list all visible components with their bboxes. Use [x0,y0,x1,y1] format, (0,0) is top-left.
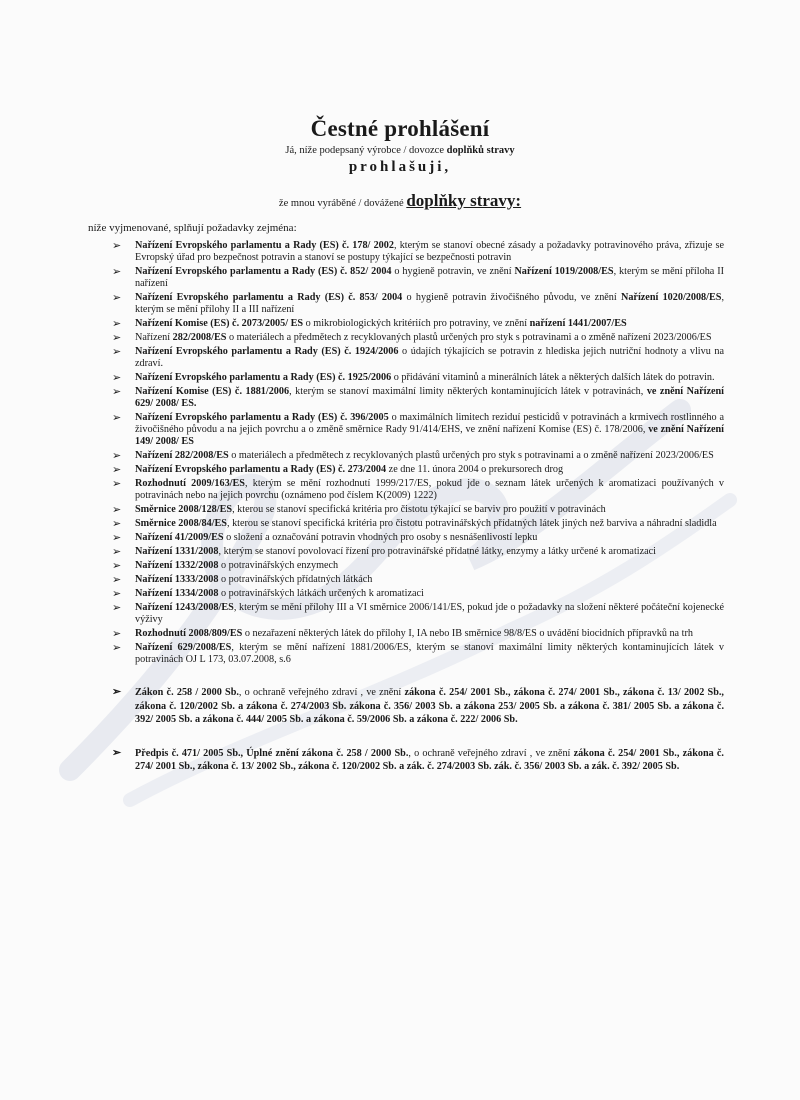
item-text: o maximálních limitech reziduí pesticidů v potravinách a krmivech rostlinného a živočišného původu a na jejich povrchu a o změně směrnice Rady 91/414/EHS, ve znění nařízení Komise (ES) č. 178/2006, [135,412,724,435]
item-text-bold: 282/2008/ES [172,332,227,343]
arrowhead-bullet-icon: ➢ [112,450,122,462]
item-text-bold: zákona č. 254/ 2001 Sb., zákona č. 274/ 2001 Sb., zákona č. 13/ 2002 Sb., zákona č. 120/2002 Sb. a zákona č. 274/2003 Sb. zákona č. 356/ 2003 Sb. a zákona 253/ 2005 Sb. a zákona č. 381/ 2005 Sb. a zákona č. 392/ 2005 Sb. a zákona č. 444/ 2005 Sb. a zákona č. 59/2006 Sb. a zákona č. 222/ 2006 Sb. [135,687,724,725]
item-text-bold: Nařízení Evropského parlamentu a Rady (ES) č. 1925/2006 [135,372,392,383]
intro-text: níže vyjmenované, splňují požadavky zejména: [88,222,297,234]
item-text-bold: Nařízení Evropského parlamentu a Rady (ES) č. 1924/2006 [135,346,399,357]
regulation-item [112,292,724,316]
item-text: , kterým se mění rozhodnutí 1999/217/ES, pokud jde o seznam látek určených k aromatizaci používaných v potravinách nebo na jejich povrchu (oznámeno pod číslem K(2009) 1222) [135,478,724,501]
subtitle-text: Já, níže podepsaný výrobce / dovozce [285,145,447,156]
arrowhead-bullet-icon: ➢ [112,686,122,698]
arrowhead-bullet-icon: ➢ [112,318,122,330]
item-text: o hygieně potravin živočišného původu, ve znění [402,292,621,303]
item-text: , kterou se stanoví specifická kritéria pro čistotu potravinářských přídatných látek jiných než barviva a náhradní sladidla [226,518,717,529]
arrowhead-bullet-icon: ➢ [112,574,122,586]
product-line-emphasis: doplňky stravy: [406,191,522,210]
item-text-bold: Nařízení Evropského parlamentu a Rady (ES) č. 273/2004 [135,464,387,475]
item-text: o materiálech a předmětech z recyklovaných plastů určených pro styk s potravinami a o změně nařízení 2023/2006/ES [226,332,712,343]
item-text: , o ochraně veřejného zdraví , ve znění [408,747,574,759]
item-text: o materiálech a předmětech z recyklovaných plastů určených pro styk s potravinami a o změně nařízení 2023/2006/ES [228,450,714,461]
item-text-bold: Předpis č. 471/ 2005 Sb., Úplné znění zákona č. 258 / 2000 Sb. [135,747,409,759]
item-text: o přidávání vitaminů a minerálních látek a některých dalších látek do potravin. [391,372,715,383]
regulation-item [112,518,724,530]
law-item [112,686,724,727]
arrowhead-bullet-icon: ➢ [112,628,122,640]
item-text: o potravinářských látkách určených k aromatizaci [218,588,424,599]
item-text-bold: Nařízení 1020/2008/ES [620,292,722,303]
arrowhead-bullet-icon: ➢ [112,504,122,516]
item-text: , kterým se mění přílohy II a III nařízení [135,292,724,315]
item-text: o složení a označování potravin vhodných pro osoby s nesnášenlivostí lepku [223,532,538,543]
arrowhead-bullet-icon: ➢ [112,332,122,344]
arrowhead-bullet-icon: ➢ [112,518,122,530]
item-text: , kterým se stanoví obecné zásady a požadavky potravinového práva, zřizuje se Evropský úřad pro bezpečnost potravin a stanoví se postupy týkající se bezpečnosti potravin [135,240,724,263]
arrowhead-bullet-icon: ➢ [112,464,122,476]
arrowhead-bullet-icon: ➢ [112,532,122,544]
declaration-word: prohlašuji, [348,159,452,175]
regulation-item [112,478,724,502]
laws-list [112,686,724,776]
item-text: o údajích týkajících se potravin z hlediska jejich nutriční hodnoty a vlivu na zdraví. [135,346,724,369]
item-text-bold: Směrnice 2008/128/ES [135,504,233,515]
regulation-item [112,266,724,290]
arrowhead-bullet-icon: ➢ [112,346,122,358]
regulation-item [112,560,724,572]
arrowhead-bullet-icon: ➢ [112,642,122,654]
law-item [112,747,724,774]
arrowhead-bullet-icon: ➢ [112,546,122,558]
regulation-item [112,602,724,626]
regulation-item [112,628,724,640]
item-text-bold: Rozhodnutí 2009/163/ES [135,478,245,489]
regulations-list [112,240,724,668]
item-text: ze dne 11. února 2004 o prekursorech drog [386,464,564,475]
item-text-bold: Nařízení Evropského parlamentu a Rady (ES) č. 852/ 2004 [135,266,392,277]
item-text-bold: Nařízení 1331/2008 [135,546,219,557]
regulation-item [112,332,724,344]
regulation-item [112,642,724,666]
regulation-item [112,386,724,410]
item-text-bold: Rozhodnutí 2008/809/ES [135,628,243,639]
item-text-bold: Nařízení Komise (ES) č. 2073/2005/ ES [135,318,304,329]
regulation-item [112,318,724,330]
item-text: , kterým se mění nařízení 1881/2006/ES, kterým se stanoví maximální limity některých kontaminujících látek v potravinách OJ L 173, 03.07.2008, s.6 [135,642,724,665]
item-text-bold: Nařízení Komise (ES) č. 1881/2006 [135,386,290,397]
item-text: o potravinářských enzymech [218,560,339,571]
regulation-item [112,240,724,264]
item-text-bold: Nařízení Evropského parlamentu a Rady (ES) č. 178/ 2002 [135,240,394,251]
regulation-item [112,464,724,476]
item-text-bold: Nařízení 1243/2008/ES [135,602,234,613]
item-text: , kterým se mění příloha II nařízení [135,266,724,289]
arrowhead-bullet-icon: ➢ [112,602,122,614]
item-text: o hygieně potravin, ve znění [391,266,515,277]
arrowhead-bullet-icon: ➢ [112,386,122,398]
item-text: , kterým se stanoví maximální limity některých kontaminujících látek v potravinách, [289,386,647,397]
item-text: , kterou se stanoví specifická kritéria pro čistotu týkající se barviv pro použití v potravinách [232,504,606,515]
regulation-item [112,372,724,384]
item-text-bold: nařízení 1441/2007/ES [529,318,627,329]
item-text-bold: Nařízení 1019/2008/ES [514,266,614,277]
arrowhead-bullet-icon: ➢ [112,292,122,304]
regulation-item [112,546,724,558]
item-text: , o ochraně veřejného zdraví , ve znění [238,687,405,698]
item-text-bold: Nařízení 1333/2008 [135,574,219,585]
item-text-bold: Nařízení 629/2008/ES [135,642,232,653]
item-text: o nezařazení některých látek do přílohy I, IA nebo IB směrnice 98/8/ES o uvádění biocidních přípravků na trh [242,628,693,639]
item-text-bold: Nařízení 1334/2008 [135,588,219,599]
subtitle-bold: doplňků stravy [446,145,515,156]
item-text-bold: Zákon č. 258 / 2000 Sb. [135,687,239,698]
arrowhead-bullet-icon: ➢ [112,266,122,278]
regulation-item [112,574,724,586]
arrowhead-bullet-icon: ➢ [112,478,122,490]
item-text-bold: ve znění Nařízení 149/ 2008/ ES [135,424,724,447]
regulation-item [112,346,724,370]
item-text-bold: Nařízení 282/2008/ES [135,450,229,461]
item-text-bold: Nařízení Evropského parlamentu a Rady (ES) č. 396/2005 [135,412,389,423]
arrowhead-bullet-icon: ➢ [112,372,122,384]
product-line-text: že mnou vyráběné / dovážené [278,198,407,209]
arrowhead-bullet-icon: ➢ [112,240,122,252]
arrowhead-bullet-icon: ➢ [112,412,122,424]
item-text-bold: Nařízení Evropského parlamentu a Rady (ES) č. 853/ 2004 [135,292,403,303]
product-line [0,191,800,211]
item-text: , kterým se mění přílohy III a VI směrnice 2006/141/ES, pokud jde o požadavky na složení některé počáteční kojenecké výživy [135,602,724,625]
regulation-item [112,532,724,544]
arrowhead-bullet-icon: ➢ [112,746,122,759]
regulation-item [112,412,724,448]
item-text-bold: zákona č. 254/ 2001 Sb., zákona č. 274/ 2001 Sb., zákona č. 13/ 2002 Sb., zákona č. 120/2002 Sb. a zák. č. 274/2003 Sb. zák. č. 356/ 2003 Sb. a zák. č. 392/ 2005 Sb. [135,747,724,772]
item-text: Nařízení [135,332,173,343]
item-text: o mikrobiologických kritériích pro potraviny, ve znění [303,318,530,329]
item-text-bold: Nařízení 1332/2008 [135,560,219,571]
item-text: , kterým se stanoví povolovací řízení pro potravinářské přídatné látky, enzymy a látky určené k aromatizaci [218,546,657,557]
regulation-item [112,504,724,516]
subtitle [0,145,800,156]
page-title: Čestné prohlášení [310,116,490,141]
item-text: o potravinářských přídatných látkách [218,574,373,585]
item-text-bold: ve znění Nařízení 629/ 2008/ ES. [135,386,724,409]
arrowhead-bullet-icon: ➢ [112,588,122,600]
regulation-item [112,588,724,600]
arrowhead-bullet-icon: ➢ [112,560,122,572]
item-text-bold: Nařízení 41/2009/ES [135,532,224,543]
regulation-item [112,450,724,462]
item-text-bold: Směrnice 2008/84/ES [135,518,227,529]
